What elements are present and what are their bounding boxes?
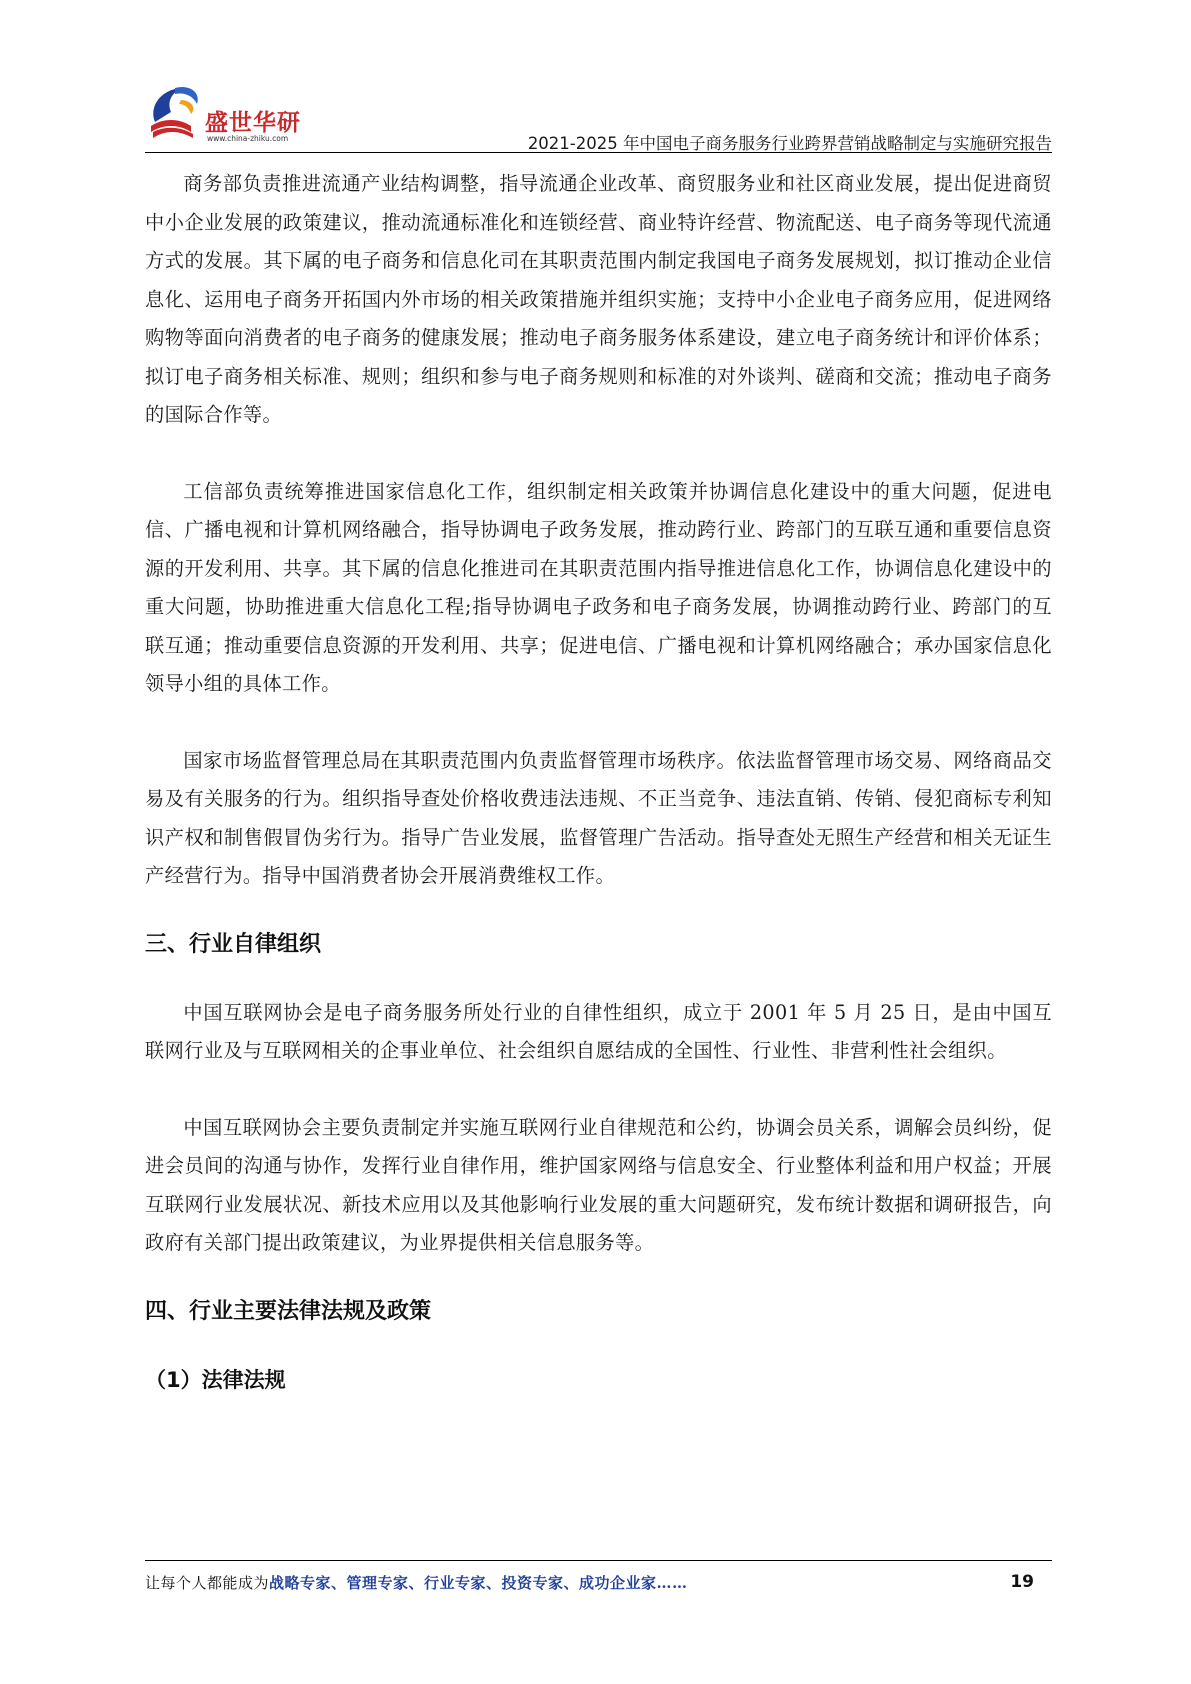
slogan-prefix: 让每个人都能成为 (145, 1574, 270, 1592)
brand-name: 盛世华研 (205, 110, 301, 136)
slogan-highlight: 战略专家、管理专家、行业专家、投资专家、成功企业家…… (269, 1574, 688, 1592)
paragraph-miit: 工信部负责统筹推进国家信息化工作，组织制定相关政策并协调信息化建设中的重大问题，促进电信、广播电视和计算机网络融合，指导协调电子政务发展，推动跨行业、跨部门的互联互通和重要信息资源的开发利用、共享。其下属的信息化推进司在其职责范围内指导推进信息化工作，协调信息化建设中的重大问题，协助推进重大信息化工程;指导协调电子政务和电子商务发展，协调推动跨行业、跨部门的互联互通；推动重要信息资源的开发利用、共享；促进电信、广播电视和计算机网络融合；承办国家信息化领导小组的具体工作。 (145, 479, 1052, 695)
subsection-heading-laws: （1）法律法规 (145, 1367, 286, 1392)
paragraph-isc-intro: 中国互联网协会是电子商务服务所处行业的自律性组织，成立于 2001 年 5 月 25 日，是由中国互联网行业及与互联网相关的企事业单位、社会组织自愿结成的全国性、行业性、非营利性社会组织。 (145, 1000, 1052, 1062)
logo-emblem-icon (145, 82, 209, 144)
page-header (145, 82, 1052, 152)
header-divider (145, 152, 1052, 153)
paragraph-isc-duties: 中国互联网协会主要负责制定并实施互联网行业自律规范和公约，协调会员关系，调解会员纠纷，促进会员间的沟通与协作，发挥行业自律作用，维护国家网络与信息安全、行业整体利益和用户权益；开展互联网行业发展状况、新技术应用以及其他影响行业发展的重大问题研究，发布统计数据和调研报告，向政府有关部门提出政策建议，为业界提供相关信息服务等。 (145, 1115, 1052, 1254)
section-heading-self-regulation: 三、行业自律组织 (145, 931, 322, 957)
page-number: 19 (1010, 1572, 1034, 1592)
footer-slogan (145, 1572, 688, 1593)
company-logo (145, 82, 315, 144)
page-footer (145, 1572, 1052, 1598)
footer-divider (145, 1560, 1052, 1561)
report-title: 2021-2025 年中国电子商务服务行业跨界营销战略制定与实施研究报告 (527, 134, 1052, 153)
section-heading-laws-policies: 四、行业主要法律法规及政策 (145, 1298, 432, 1324)
paragraph-samr: 国家市场监督管理总局在其职责范围内负责监督管理市场秩序。依法监督管理市场交易、网络商品交易及有关服务的行为。组织指导查处价格收费违法违规、不正当竞争、违法直销、传销、侵犯商标专利知识产权和制售假冒伪劣行为。指导广告业发展，监督管理广告活动。指导查处无照生产经营和相关无证生产经营行为。指导中国消费者协会开展消费维权工作。 (145, 748, 1052, 887)
page-content (145, 165, 1052, 1399)
paragraph-mofcom: 商务部负责推进流通产业结构调整，指导流通企业改革、商贸服务业和社区商业发展，提出促进商贸中小企业发展的政策建议，推动流通标准化和连锁经营、商业特许经营、物流配送、电子商务等现代流通方式的发展。其下属的电子商务和信息化司在其职责范围内制定我国电子商务发展规划，拟订推动企业信息化、运用电子商务开拓国内外市场的相关政策措施并组织实施；支持中小企业电子商务应用，促进网络购物等面向消费者的电子商务的健康发展；推动电子商务服务体系建设，建立电子商务统计和评价体系；拟订电子商务相关标准、规则；组织和参与电子商务规则和标准的对外谈判、磋商和交流；推动电子商务的国际合作等。 (145, 172, 1052, 426)
website-url: www.china-zhiku.com (207, 134, 289, 143)
